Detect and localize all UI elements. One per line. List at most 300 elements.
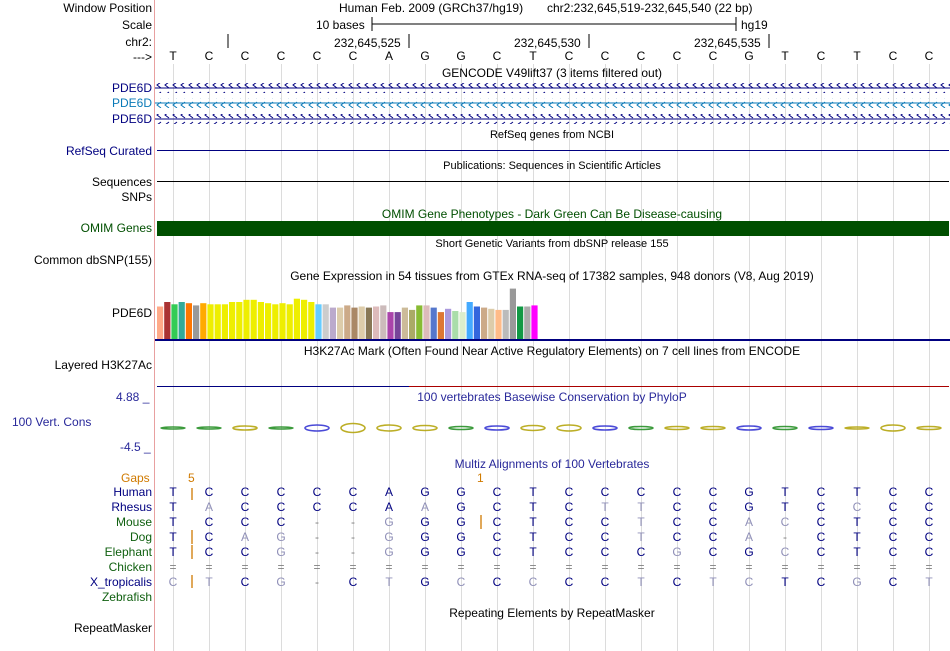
- conservation-mark: [305, 425, 329, 431]
- strand-label: --->: [133, 50, 152, 64]
- sequence-base: T: [169, 49, 177, 63]
- alignment-base: C: [708, 515, 718, 529]
- alignment-base: C: [564, 545, 574, 559]
- conservation-mark: [485, 426, 509, 430]
- alignment-base: C: [564, 530, 574, 544]
- alignment-base: C: [816, 530, 826, 544]
- alignment-base: T: [853, 530, 861, 544]
- alignment-base: T: [925, 575, 933, 589]
- alignment-base: =: [565, 560, 573, 574]
- conservation-mark: [233, 426, 257, 430]
- gtex-tissue-bar[interactable]: [251, 300, 257, 339]
- alignment-base: C: [924, 500, 934, 514]
- alignment-base: T: [169, 500, 177, 514]
- gencode-item-label[interactable]: PDE6D: [111, 81, 152, 95]
- conservation-logo: [155, 418, 950, 438]
- conservation-mark: [809, 427, 833, 430]
- position-text: chr2:232,645,519-232,645,540 (22 bp): [547, 1, 753, 15]
- alignment-base: C: [816, 500, 826, 514]
- sequence-base: C: [708, 49, 718, 63]
- alignment-base: C: [564, 575, 574, 589]
- sequence-base: T: [853, 49, 861, 63]
- alignment-base: C: [204, 545, 214, 559]
- publications-feature-line[interactable]: [157, 181, 949, 182]
- gencode-item-label[interactable]: PDE6D: [111, 96, 152, 110]
- alignment-base: G: [456, 515, 466, 529]
- alignment-base: =: [745, 560, 753, 574]
- alignment-base: A: [744, 515, 753, 529]
- ruler-tick-label: 232,645,525: [334, 36, 401, 50]
- alignment-base: T: [205, 575, 213, 589]
- alignment-base: G: [420, 575, 430, 589]
- insertion-markers: [155, 484, 950, 588]
- alignment-base: =: [925, 560, 933, 574]
- alignment-base: C: [204, 515, 214, 529]
- gtex-tissue-bar[interactable]: [301, 300, 307, 339]
- gtex-tissue-bar[interactable]: [344, 305, 350, 339]
- alignment-base: C: [492, 545, 502, 559]
- alignment-base: C: [924, 530, 934, 544]
- conservation-mark: [593, 426, 617, 430]
- alignment-base: C: [888, 545, 898, 559]
- alignment-base: C: [708, 545, 718, 559]
- gaps-label: Gaps: [121, 471, 150, 485]
- alignment-base: T: [853, 485, 861, 499]
- gtex-tissue-bar[interactable]: [215, 304, 221, 339]
- alignment-base: -: [351, 530, 355, 544]
- alignment-base: G: [420, 530, 430, 544]
- gtex-tissue-bar[interactable]: [481, 308, 487, 339]
- alignment-base: C: [708, 530, 718, 544]
- gtex-tissue-bar[interactable]: [222, 304, 228, 339]
- scale-db: hg19: [741, 18, 768, 32]
- alignment-base: -: [351, 515, 355, 529]
- alignment-base: T: [781, 485, 789, 499]
- conservation-mark: [557, 425, 581, 431]
- alignment-base: C: [492, 485, 502, 499]
- alignment-base: C: [600, 575, 610, 589]
- gtex-tissue-bar[interactable]: [517, 307, 523, 340]
- alignment-base: T: [781, 575, 789, 589]
- alignment-base: C: [816, 515, 826, 529]
- alignment-base: C: [456, 575, 466, 589]
- alignment-base: C: [924, 515, 934, 529]
- alignment-base: C: [888, 530, 898, 544]
- alignment-base: G: [420, 485, 430, 499]
- gtex-tissue-bar[interactable]: [337, 308, 343, 339]
- alignment-base: C: [348, 500, 358, 514]
- sequence-base: T: [529, 49, 537, 63]
- gtex-tissue-bar[interactable]: [459, 312, 465, 339]
- alignment-base: C: [240, 515, 250, 529]
- alignment-base: =: [313, 560, 321, 574]
- sequence-base: C: [924, 49, 934, 63]
- alignment-base: T: [529, 530, 537, 544]
- gtex-tissue-bar[interactable]: [488, 309, 494, 339]
- alignment-base: G: [744, 545, 754, 559]
- h3k27ac-signal-line: [409, 386, 949, 387]
- alignment-base: =: [241, 560, 249, 574]
- alignment-base: C: [312, 485, 322, 499]
- alignment-base: C: [600, 515, 610, 529]
- species-label[interactable]: Zebrafish: [101, 590, 152, 604]
- alignment-base: C: [600, 530, 610, 544]
- ruler-tick-label: 232,645,535: [694, 36, 761, 50]
- alignment-base: =: [277, 560, 285, 574]
- gtex-tissue-bar[interactable]: [431, 308, 437, 339]
- gtex-tissue-bar[interactable]: [467, 302, 473, 339]
- gtex-tissue-bar[interactable]: [294, 299, 300, 339]
- refseq-feature-line[interactable]: [157, 150, 949, 151]
- conservation-mark: [845, 427, 869, 429]
- sequence-base: G: [744, 49, 754, 63]
- gtex-tissue-bar[interactable]: [236, 302, 242, 339]
- alignment-base: C: [276, 515, 286, 529]
- species-label[interactable]: Human: [113, 485, 152, 499]
- gtex-tissue-bar[interactable]: [474, 307, 480, 340]
- sequence-base: C: [600, 49, 610, 63]
- alignment-base: -: [315, 545, 319, 559]
- gtex-tissue-bar[interactable]: [258, 302, 264, 339]
- alignment-base: A: [744, 530, 753, 544]
- alignment-base: C: [204, 530, 214, 544]
- alignment-base: C: [888, 515, 898, 529]
- alignment-base: C: [276, 485, 286, 499]
- multiz-track-title: Multiz Alignments of 100 Vertebrates: [454, 457, 650, 471]
- scale-label: Scale: [121, 18, 152, 32]
- h3k27ac-track-label[interactable]: Layered H3K27Ac: [54, 358, 152, 372]
- alignment-base: =: [817, 560, 825, 574]
- sequence-base: C: [816, 49, 826, 63]
- gtex-tissue-bar[interactable]: [186, 303, 192, 339]
- gtex-tissue-bar[interactable]: [495, 310, 501, 339]
- gtex-tissue-bar[interactable]: [445, 309, 451, 339]
- alignment-base: C: [816, 485, 826, 499]
- conservation-mark: [449, 427, 473, 430]
- sequence-base: C: [276, 49, 286, 63]
- alignment-base: C: [600, 485, 610, 499]
- alignment-base: C: [240, 575, 250, 589]
- gtex-tissue-bar[interactable]: [452, 311, 458, 339]
- alignment-base: T: [853, 545, 861, 559]
- gtex-tissue-bar[interactable]: [164, 302, 170, 339]
- alignment-base: C: [672, 485, 682, 499]
- rmsk-track-label[interactable]: RepeatMasker: [73, 621, 152, 635]
- alignment-base: C: [852, 500, 862, 514]
- gtex-tissue-bar[interactable]: [380, 305, 386, 339]
- gtex-tissue-bar[interactable]: [359, 307, 365, 340]
- alignment-base: T: [385, 575, 393, 589]
- gtex-tissue-bar[interactable]: [200, 303, 206, 339]
- gtex-tissue-bar[interactable]: [510, 289, 516, 339]
- gtex-tissue-bar[interactable]: [207, 304, 213, 339]
- gtex-tissue-bar[interactable]: [503, 310, 509, 339]
- alignment-base: C: [636, 545, 646, 559]
- sequence-base: A: [384, 49, 393, 63]
- gtex-track-title: Gene Expression in 54 tissues from GTEx RNA-seq of 17382 samples, 948 donors (V8, Aug 2019): [290, 269, 814, 283]
- alignment-base: T: [781, 500, 789, 514]
- alignment-base: C: [564, 485, 574, 499]
- alignment-base: G: [276, 575, 286, 589]
- ruler-tick-label: 232,645,530: [514, 36, 581, 50]
- gtex-tissue-bar[interactable]: [524, 307, 530, 340]
- alignment-base: -: [315, 575, 319, 589]
- alignment-base: C: [672, 530, 682, 544]
- alignment-base: =: [529, 560, 537, 574]
- gtex-tissue-bar[interactable]: [157, 307, 163, 340]
- alignment-base: G: [852, 575, 862, 589]
- alignment-base: T: [529, 485, 537, 499]
- gap-number: 1: [477, 471, 484, 485]
- gtex-tissue-bar[interactable]: [531, 305, 537, 339]
- alignment-base: G: [456, 485, 466, 499]
- alignment-base: C: [276, 500, 286, 514]
- species-label[interactable]: Mouse: [115, 515, 152, 529]
- alignment-base: =: [169, 560, 177, 574]
- gtex-tissue-bar[interactable]: [395, 312, 401, 339]
- alignment-base: C: [492, 530, 502, 544]
- alignment-base: G: [672, 545, 682, 559]
- alignment-base: C: [240, 485, 250, 499]
- chrom-label: chr2:: [125, 35, 152, 49]
- alignment-base: =: [637, 560, 645, 574]
- conservation-mark: [701, 427, 725, 430]
- alignment-base: C: [492, 500, 502, 514]
- rmsk-track-title: Repeating Elements by RepeatMasker: [449, 606, 655, 620]
- omim-feature-bar[interactable]: [157, 221, 949, 236]
- assembly-text: Human Feb. 2009 (GRCh37/hg19): [339, 1, 524, 15]
- alignment-base: G: [456, 500, 466, 514]
- gtex-tissue-bar[interactable]: [423, 305, 429, 339]
- alignment-base: =: [889, 560, 897, 574]
- sequence-base: C: [240, 49, 250, 63]
- h3k27ac-signal-line: [157, 386, 409, 387]
- alignment-base: G: [384, 530, 394, 544]
- sequence-base: T: [781, 49, 789, 63]
- alignment-base: G: [276, 530, 286, 544]
- sequence-base: C: [564, 49, 574, 63]
- alignment-base: G: [456, 545, 466, 559]
- alignment-base: T: [529, 545, 537, 559]
- publications-track-title: Publications: Sequences in Scientific Articles: [443, 160, 661, 172]
- alignment-base: =: [349, 560, 357, 574]
- sequence-base: C: [348, 49, 358, 63]
- species-label[interactable]: Dog: [129, 530, 152, 544]
- alignment-base: T: [169, 545, 177, 559]
- alignment-base: C: [564, 515, 574, 529]
- alignment-base: C: [924, 545, 934, 559]
- alignment-base: =: [709, 560, 717, 574]
- alignment-base: T: [601, 500, 609, 514]
- alignment-base: C: [672, 515, 682, 529]
- alignment-base: C: [816, 545, 826, 559]
- h3k27ac-track-title: H3K27Ac Mark (Often Found Near Active Regulatory Elements) on 7 cell lines from ENCODE: [303, 344, 801, 358]
- dbsnp-track-title: Short Genetic Variants from dbSNP release 155: [435, 238, 669, 250]
- gtex-tissue-bar[interactable]: [366, 308, 372, 339]
- alignment-base: C: [564, 500, 574, 514]
- conservation-min-label: -4.5 _: [120, 440, 151, 454]
- gtex-tissue-bar[interactable]: [438, 312, 444, 339]
- alignment-base: G: [384, 545, 394, 559]
- gtex-tissue-bar[interactable]: [279, 303, 285, 339]
- alignment-base: C: [240, 500, 250, 514]
- sequence-base: C: [312, 49, 322, 63]
- alignment-base: T: [169, 485, 177, 499]
- alignment-base: G: [744, 485, 754, 499]
- alignment-base: G: [384, 515, 394, 529]
- alignment-base: =: [457, 560, 465, 574]
- alignment-base: C: [312, 500, 322, 514]
- gtex-tissue-bar[interactable]: [315, 304, 321, 339]
- alignment-base: =: [853, 560, 861, 574]
- sequence-base: C: [888, 49, 898, 63]
- gtex-tissue-bar[interactable]: [387, 312, 393, 339]
- alignment-base: C: [672, 575, 682, 589]
- alignment-base: C: [492, 515, 502, 529]
- alignment-base: =: [493, 560, 501, 574]
- alignment-base: =: [601, 560, 609, 574]
- gtex-tissue-bar[interactable]: [287, 304, 293, 339]
- gtex-tissue-bar[interactable]: [243, 300, 249, 339]
- conservation-mark: [269, 427, 293, 429]
- gtex-tissue-bar[interactable]: [171, 304, 177, 339]
- conservation-mark: [341, 424, 365, 433]
- gtex-tissue-bar[interactable]: [416, 305, 422, 339]
- gtex-track-label[interactable]: PDE6D: [111, 306, 152, 320]
- alignment-base: -: [351, 545, 355, 559]
- conservation-mark: [521, 426, 545, 431]
- gtex-tissue-bar[interactable]: [373, 307, 379, 340]
- gtex-tissue-bar[interactable]: [323, 304, 329, 339]
- alignment-base: C: [348, 575, 358, 589]
- alignment-base: C: [708, 485, 718, 499]
- alignment-base: =: [781, 560, 789, 574]
- alignment-base: T: [637, 575, 645, 589]
- species-label[interactable]: Elephant: [104, 545, 152, 559]
- sequence-base: C: [672, 49, 682, 63]
- alignment-base: T: [169, 530, 177, 544]
- alignment-base: C: [528, 575, 538, 589]
- publications-track-label[interactable]: Sequences: [91, 175, 152, 189]
- gtex-tissue-bar[interactable]: [330, 308, 336, 339]
- gencode-gene-features[interactable]: [155, 80, 950, 126]
- gtex-tissue-bar[interactable]: [351, 308, 357, 339]
- alignment-base: T: [853, 515, 861, 529]
- sequence-base: G: [420, 49, 430, 63]
- alignment-base: =: [421, 560, 429, 574]
- alignment-base: C: [888, 575, 898, 589]
- alignment-base: C: [168, 575, 178, 589]
- species-label[interactable]: Chicken: [108, 560, 152, 574]
- alignment-base: T: [709, 575, 717, 589]
- alignment-base: C: [348, 485, 358, 499]
- refseq-track-title: RefSeq genes from NCBI: [489, 129, 615, 141]
- alignment-base: A: [240, 530, 249, 544]
- scale-bar: [370, 16, 740, 32]
- conservation-mark: [917, 427, 941, 430]
- gtex-tissue-bar[interactable]: [265, 303, 271, 339]
- alignment-base: C: [816, 575, 826, 589]
- conservation-mark: [197, 427, 221, 429]
- sequence-base: C: [636, 49, 646, 63]
- alignment-base: C: [492, 575, 502, 589]
- alignment-base: T: [529, 515, 537, 529]
- alignment-base: T: [529, 500, 537, 514]
- alignment-base: C: [780, 515, 790, 529]
- dbsnp-track-label[interactable]: Common dbSNP(155): [33, 253, 152, 267]
- window-position-label: Window Position: [63, 1, 152, 15]
- conservation-track-label[interactable]: 100 Vert. Cons: [12, 415, 92, 429]
- alignment-base: =: [673, 560, 681, 574]
- alignment-base: C: [708, 500, 718, 514]
- alignment-base: C: [888, 485, 898, 499]
- alignment-base: A: [204, 500, 213, 514]
- alignment-base: C: [600, 545, 610, 559]
- conservation-max-label: 4.88 _: [116, 390, 150, 404]
- alignment-base: C: [924, 485, 934, 499]
- gtex-tissue-bar[interactable]: [272, 304, 278, 339]
- alignment-base: G: [420, 545, 430, 559]
- alignment-base: G: [276, 545, 286, 559]
- gencode-track-title: GENCODE V49lift37 (3 items filtered out): [441, 66, 663, 80]
- alignment-base: A: [420, 500, 429, 514]
- alignment-base: C: [204, 485, 214, 499]
- conservation-track-title: 100 vertebrates Basewise Conservation by PhyloP: [417, 390, 687, 404]
- alignment-base: C: [240, 545, 250, 559]
- refseq-track-label[interactable]: RefSeq Curated: [65, 144, 152, 158]
- conservation-mark: [413, 426, 437, 431]
- gtex-tissue-bar[interactable]: [409, 310, 415, 339]
- gencode-item-label[interactable]: PDE6D: [111, 112, 152, 126]
- gtex-tissue-bar[interactable]: [308, 302, 314, 339]
- gtex-bar-chart[interactable]: [155, 284, 950, 342]
- alignment-base: C: [672, 500, 682, 514]
- alignment-base: A: [384, 500, 393, 514]
- omim-track-label[interactable]: OMIM Genes: [80, 221, 152, 235]
- sequence-base: C: [492, 49, 502, 63]
- sequence-base: G: [456, 49, 466, 63]
- alignment-base: G: [420, 515, 430, 529]
- species-label[interactable]: Rhesus: [111, 500, 152, 514]
- alignment-base: C: [780, 545, 790, 559]
- alignment-base: =: [205, 560, 213, 574]
- alignment-base: T: [637, 530, 645, 544]
- alignment-base: -: [315, 515, 319, 529]
- gtex-tissue-bar[interactable]: [229, 302, 235, 339]
- alignment-base: T: [169, 515, 177, 529]
- gtex-tissue-bar[interactable]: [179, 302, 185, 339]
- conservation-mark: [161, 427, 185, 429]
- alignment-base: G: [456, 530, 466, 544]
- alignment-base: =: [385, 560, 393, 574]
- alignment-base: C: [744, 575, 754, 589]
- snps-track-label[interactable]: SNPs: [121, 190, 152, 204]
- gtex-tissue-bar[interactable]: [193, 305, 199, 339]
- conservation-mark: [881, 425, 905, 431]
- gtex-tissue-bar[interactable]: [402, 308, 408, 339]
- alignment-base: T: [637, 500, 645, 514]
- conservation-mark: [773, 427, 797, 430]
- species-label[interactable]: X_tropicalis: [89, 575, 152, 589]
- conservation-mark: [665, 427, 689, 430]
- alignment-base: A: [384, 485, 393, 499]
- conservation-mark: [737, 426, 761, 430]
- sequence-base: C: [204, 49, 214, 63]
- scale-text: 10 bases: [316, 18, 365, 32]
- gap-number: 5: [188, 471, 195, 485]
- conservation-mark: [629, 427, 653, 430]
- conservation-mark: [377, 425, 401, 431]
